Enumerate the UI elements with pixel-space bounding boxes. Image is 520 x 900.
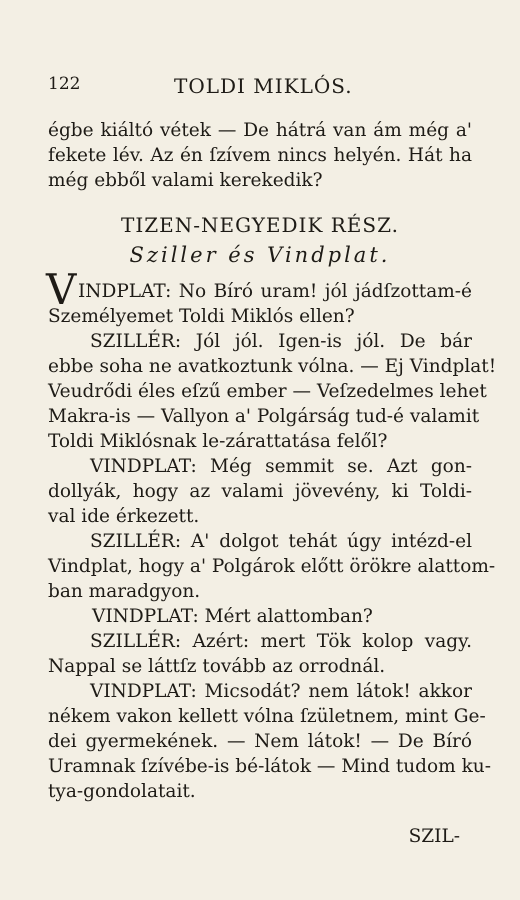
section-subtitle: Sziller és Vindplat.: [129, 243, 391, 267]
text-line: ebbe soha ne avatkoztunk vólna. — Ej Vindplat!: [48, 356, 497, 377]
page-body: [46, 118, 497, 804]
text-line: SZILLÉR: Azért: mert Tök kolop vagy.: [90, 631, 472, 652]
text-line: dei gyermekének. — Nem látok! — De Bíró: [48, 731, 472, 752]
text-line: SZILLÉR: Jól jól. Igen-is jól. De bár: [90, 331, 472, 352]
text-line: Uramnak ſzívébe-is bé-látok — Mind tudom ku-: [48, 756, 491, 777]
text-line: égbe kiáltó vétek — De hátrá van ám még a': [48, 120, 472, 141]
text-line: INDPLAT: No Bíró uram! jól jádſzottam-é: [78, 281, 472, 302]
text-line: SZILLÉR: A' dolgot tehát úgy intézd-el: [90, 531, 472, 552]
catchword: SZIL-: [408, 826, 460, 847]
section-title: TIZEN-NEGYEDIK RÉSZ.: [120, 213, 400, 237]
text-line: Vindplat, hogy a' Polgárok előtt örökre alattom-: [48, 556, 496, 577]
text-line: még ebből valami kerekedik?: [48, 170, 323, 191]
text-line: val ide érkezett.: [48, 506, 200, 527]
text-line: nékem vakon kellett vólna ſzületnem, mint Ge-: [48, 706, 486, 727]
drop-cap: V: [46, 265, 77, 314]
text-line: Toldi Miklósnak le-zárattatása felől?: [48, 431, 388, 452]
text-line: fekete lév. Az én ſzívem nincs helyén. Hát ha: [48, 145, 472, 166]
text-line: VINDPLAT: Micsodát? nem látok! akkor: [90, 681, 472, 702]
text-line: tya-gondolatait.: [48, 781, 196, 802]
running-title: TOLDI MIKLÓS.: [174, 74, 353, 98]
text-line: Makra-is — Vallyon a' Polgárság tud-é valamit: [48, 406, 480, 427]
text-line: Nappal se láttſz tovább az orrodnál.: [48, 656, 386, 677]
text-line: ban maradgyon.: [48, 581, 201, 602]
page-header: [48, 74, 460, 104]
page-number: 122: [48, 74, 81, 94]
text-line: VINDPLAT: Még semmit se. Azt gon-: [90, 456, 472, 477]
text-line: Veudrődi éles eſzű ember — Veſzedelmes lehet: [48, 381, 487, 402]
text-line: Személyemet Toldi Miklós ellen?: [48, 306, 355, 327]
text-line: VINDPLAT: Mért alattomban?: [92, 606, 373, 627]
text-line: dollyák, hogy az valami jövevény, ki Toldi-: [48, 481, 472, 502]
dialogue-text: [46, 265, 497, 804]
